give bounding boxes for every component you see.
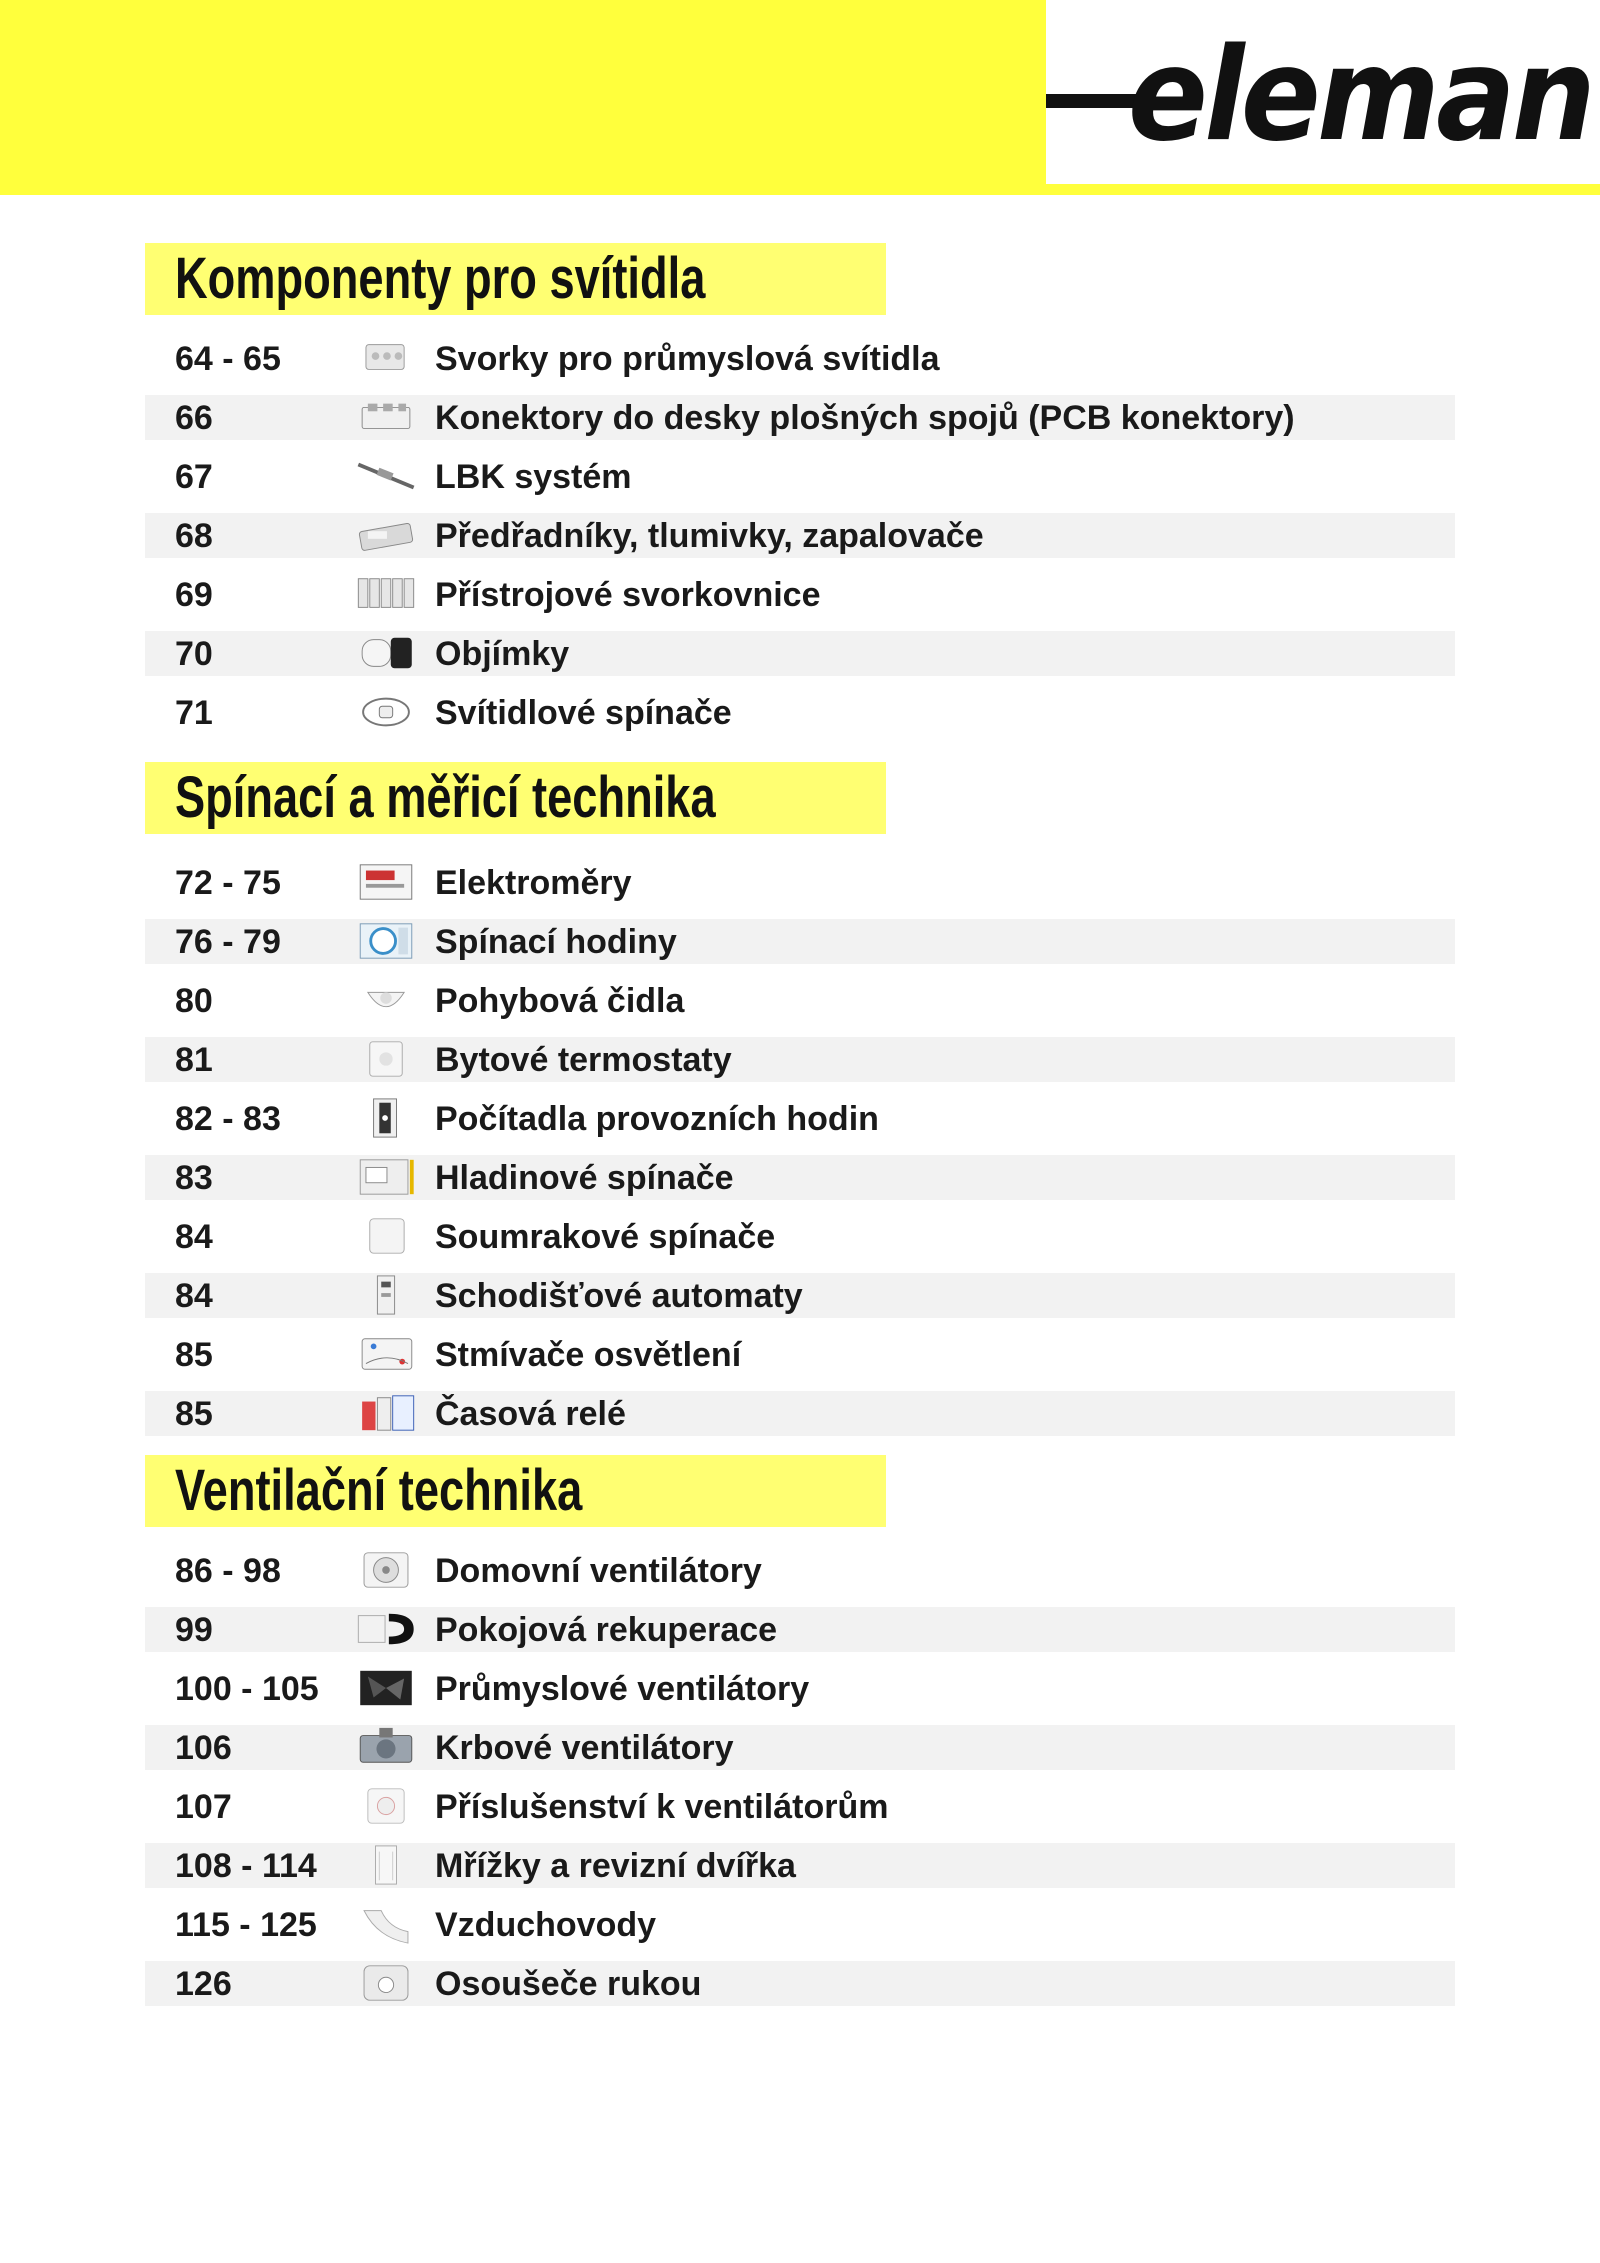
page-number: 80: [175, 982, 213, 1020]
section-header: [145, 762, 886, 834]
list-item[interactable]: [145, 1548, 1455, 1593]
header-band: [0, 0, 1046, 195]
item-label: Pokojová rekuperace: [435, 1611, 778, 1649]
item-label: Osoušeče rukou: [435, 1965, 702, 2003]
item-label: Předřadníky, tlumivky, zapalovače: [435, 517, 984, 555]
list-item[interactable]: [145, 572, 1455, 617]
lamp-socket-icon: [353, 632, 419, 674]
section-title: Spínací a měřicí technika: [175, 765, 716, 830]
item-label: Elektroměry: [435, 864, 632, 902]
cord-switch-icon: [353, 691, 419, 733]
section-header: [145, 243, 886, 315]
time-relay-icon: [353, 1392, 419, 1434]
page-number: 108 - 114: [175, 1847, 317, 1885]
page-number: 84: [175, 1218, 213, 1256]
cable-icon: [353, 455, 419, 497]
timer-clock-icon: [353, 920, 419, 962]
staircase-timer-icon: [353, 1274, 419, 1316]
fan-icon: [353, 1549, 419, 1591]
industrial-fan-icon: [353, 1667, 419, 1709]
item-label: Stmívače osvětlení: [435, 1336, 742, 1374]
item-label: Svítidlové spínače: [435, 694, 732, 732]
list-item[interactable]: [145, 1332, 1455, 1377]
list-item[interactable]: [145, 395, 1455, 440]
terminal-block-icon: [353, 337, 419, 379]
list-item[interactable]: [145, 1214, 1455, 1259]
item-label: Spínací hodiny: [435, 923, 677, 961]
list-item[interactable]: [145, 336, 1455, 381]
page-number: 115 - 125: [175, 1906, 317, 1944]
item-label: Časová relé: [435, 1395, 626, 1433]
item-label: LBK systém: [435, 458, 632, 496]
page-number: 126: [175, 1965, 232, 2003]
page-number: 85: [175, 1336, 213, 1374]
item-label: Přístrojové svorkovnice: [435, 576, 821, 614]
page-number: 69: [175, 576, 213, 614]
item-label: Hladinové spínače: [435, 1159, 734, 1197]
section-header: [145, 1455, 886, 1527]
terminal-strip-icon: [353, 573, 419, 615]
section-title: Ventilační technika: [175, 1458, 583, 1523]
level-switch-icon: [353, 1156, 419, 1198]
list-item[interactable]: [145, 1607, 1455, 1652]
item-label: Mřížky a revizní dvířka: [435, 1847, 796, 1885]
ballast-icon: [353, 514, 419, 556]
list-item[interactable]: [145, 690, 1455, 735]
item-label: Objímky: [435, 635, 570, 673]
hour-counter-icon: [353, 1097, 419, 1139]
item-label: Bytové termostaty: [435, 1041, 732, 1079]
page-number: 71: [175, 694, 213, 732]
energy-meter-icon: [353, 861, 419, 903]
item-label: Konektory do desky plošných spojů (PCB konektory): [435, 399, 1295, 437]
list-item[interactable]: [145, 1902, 1455, 1947]
page-number: 81: [175, 1041, 213, 1079]
item-label: Počítadla provozních hodin: [435, 1100, 879, 1138]
item-label: Domovní ventilátory: [435, 1552, 762, 1590]
list-item[interactable]: [145, 1391, 1455, 1436]
duct-icon: [353, 1903, 419, 1945]
page-number: 84: [175, 1277, 213, 1315]
item-label: Pohybová čidla: [435, 982, 685, 1020]
list-item[interactable]: [145, 1155, 1455, 1200]
grille-icon: [353, 1844, 419, 1886]
page-number: 68: [175, 517, 213, 555]
list-item[interactable]: [145, 1037, 1455, 1082]
page-number: 99: [175, 1611, 213, 1649]
page-number: 100 - 105: [175, 1670, 319, 1708]
fireplace-fan-icon: [353, 1726, 419, 1768]
page-number: 76 - 79: [175, 923, 281, 961]
section-title: Komponenty pro svítidla: [175, 246, 706, 311]
twilight-switch-icon: [353, 1215, 419, 1257]
page-number: 70: [175, 635, 213, 673]
page-number: 67: [175, 458, 213, 496]
page-number: 86 - 98: [175, 1552, 281, 1590]
item-label: Příslušenství k ventilátorům: [435, 1788, 889, 1826]
recuperation-icon: [353, 1608, 419, 1650]
list-item[interactable]: [145, 1784, 1455, 1829]
page-number: 64 - 65: [175, 340, 281, 378]
page-number: 66: [175, 399, 213, 437]
page-number: 83: [175, 1159, 213, 1197]
list-item[interactable]: [145, 1273, 1455, 1318]
list-item[interactable]: [145, 631, 1455, 676]
motion-sensor-icon: [353, 979, 419, 1021]
list-item[interactable]: [145, 860, 1455, 905]
page-number: 85: [175, 1395, 213, 1433]
list-item[interactable]: [145, 1096, 1455, 1141]
item-label: Krbové ventilátory: [435, 1729, 734, 1767]
fan-accessory-icon: [353, 1785, 419, 1827]
page-number: 82 - 83: [175, 1100, 281, 1138]
list-item[interactable]: [145, 1843, 1455, 1888]
page-number: 107: [175, 1788, 232, 1826]
list-item[interactable]: [145, 513, 1455, 558]
list-item[interactable]: [145, 919, 1455, 964]
thermostat-icon: [353, 1038, 419, 1080]
item-label: Vzduchovody: [435, 1906, 657, 1944]
item-label: Schodišťové automaty: [435, 1277, 803, 1315]
item-label: Průmyslové ventilátory: [435, 1670, 810, 1708]
dimmer-icon: [353, 1333, 419, 1375]
page-number: 72 - 75: [175, 864, 281, 902]
hand-dryer-icon: [353, 1962, 419, 2004]
list-item[interactable]: [145, 454, 1455, 499]
list-item[interactable]: [145, 978, 1455, 1023]
item-label: Soumrakové spínače: [435, 1218, 776, 1256]
logo-text: eleman: [1128, 21, 1593, 170]
list-item[interactable]: [145, 1725, 1455, 1770]
brand-logo: [1046, 21, 1593, 170]
pcb-connector-icon: [353, 396, 419, 438]
list-item[interactable]: [145, 1961, 1455, 2006]
item-label: Svorky pro průmyslová svítidla: [435, 340, 940, 378]
page-number: 106: [175, 1729, 232, 1767]
list-item[interactable]: [145, 1666, 1455, 1711]
header-accent-line: [1046, 184, 1600, 195]
